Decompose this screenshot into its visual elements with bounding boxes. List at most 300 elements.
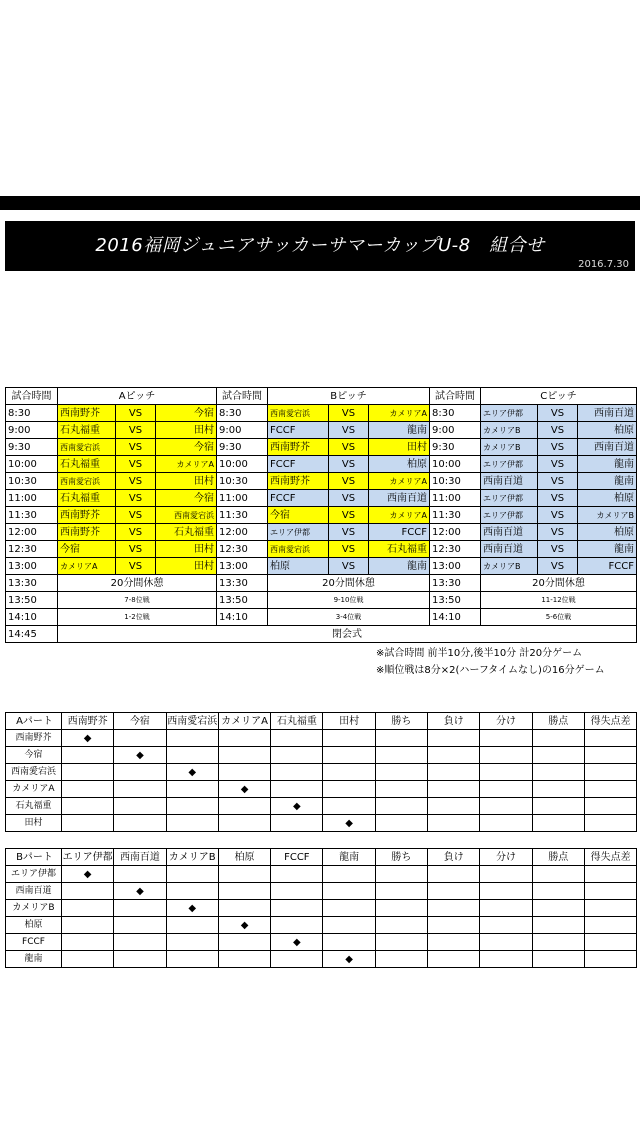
team-away: 龍南: [578, 456, 637, 473]
team-home: 西南野芥: [58, 405, 116, 422]
team-away: 田村: [156, 541, 217, 558]
team-away: 今宿: [156, 405, 217, 422]
vs-label: VS: [116, 558, 156, 575]
vs-label: VS: [538, 507, 578, 524]
stat-cell: [584, 917, 636, 934]
stat-cell: [375, 883, 427, 900]
grid-row: [6, 900, 637, 917]
stat-cell: [532, 747, 584, 764]
team-row-label: 龍南: [6, 951, 62, 968]
stat-cell: [480, 815, 532, 832]
vs-label: VS: [538, 490, 578, 507]
match-time: 10:30: [430, 473, 481, 490]
stat-cell: [584, 781, 636, 798]
break-label: 20分間休憩: [58, 575, 217, 592]
team-column-header: 石丸福重: [271, 713, 323, 730]
match-time: 14:45: [6, 626, 58, 643]
result-cell: [114, 764, 166, 781]
result-cell: [166, 917, 218, 934]
match-time: 10:00: [217, 456, 268, 473]
match-time: 13:00: [430, 558, 481, 575]
match-time: 8:30: [6, 405, 58, 422]
diamond-mark: ◆: [166, 764, 218, 781]
result-cell: [218, 798, 270, 815]
stat-cell: [375, 917, 427, 934]
team-home: 西南愛宕浜: [268, 405, 329, 422]
match-time: 11:00: [430, 490, 481, 507]
stat-cell: [480, 747, 532, 764]
stat-cell: [375, 730, 427, 747]
vs-label: VS: [116, 473, 156, 490]
stat-cell: [428, 951, 480, 968]
team-home: 西南野芥: [268, 473, 329, 490]
match-time: 12:30: [6, 541, 58, 558]
grid-row: [6, 951, 637, 968]
vs-label: VS: [116, 524, 156, 541]
vs-label: VS: [116, 405, 156, 422]
stat-column-header: 勝点: [532, 713, 584, 730]
result-cell: [62, 883, 114, 900]
result-cell: [114, 866, 166, 883]
match-time: 14:10: [430, 609, 481, 626]
result-cell: [218, 866, 270, 883]
result-cell: [166, 798, 218, 815]
match-time: 8:30: [430, 405, 481, 422]
match-time: 11:30: [430, 507, 481, 524]
stat-cell: [532, 730, 584, 747]
grid-row: [6, 934, 637, 951]
result-cell: [62, 747, 114, 764]
result-cell: [166, 815, 218, 832]
break-row: [6, 575, 637, 592]
match-row: [6, 473, 637, 490]
part-label: Bパート: [6, 849, 62, 866]
match-time: 12:00: [430, 524, 481, 541]
result-cell: [166, 883, 218, 900]
result-cell: [323, 798, 375, 815]
stat-cell: [584, 951, 636, 968]
team-home: 西南野芥: [268, 439, 329, 456]
stat-cell: [480, 883, 532, 900]
diamond-mark: ◆: [218, 781, 270, 798]
stat-cell: [584, 815, 636, 832]
vs-label: VS: [329, 422, 369, 439]
stat-cell: [428, 917, 480, 934]
team-away: 石丸福重: [156, 524, 217, 541]
team-away: カメリアA: [369, 405, 430, 422]
diamond-mark: ◆: [62, 866, 114, 883]
team-home: 石丸福重: [58, 422, 116, 439]
match-time: 14:10: [6, 609, 58, 626]
team-home: 西南愛宕浜: [58, 473, 116, 490]
result-cell: [166, 747, 218, 764]
team-home: エリア伊都: [481, 405, 538, 422]
match-time: 10:30: [217, 473, 268, 490]
stat-cell: [480, 866, 532, 883]
match-time: 12:30: [430, 541, 481, 558]
vs-label: VS: [538, 541, 578, 558]
pitch-b-header: Bピッチ: [268, 388, 430, 405]
grid-row: [6, 917, 637, 934]
stat-column-header: 分け: [480, 849, 532, 866]
team-home: エリア伊都: [481, 507, 538, 524]
team-column-header: FCCF: [271, 849, 323, 866]
team-home: 柏原: [268, 558, 329, 575]
result-cell: [166, 866, 218, 883]
vs-label: VS: [329, 473, 369, 490]
team-column-header: 西南百道: [114, 849, 166, 866]
team-away: 今宿: [156, 439, 217, 456]
result-cell: [323, 917, 375, 934]
break-label: 20分間休憩: [481, 575, 637, 592]
result-cell: [323, 866, 375, 883]
page-title: 2016福岡ジュニアサッカーサマーカップU-8 組合せ: [95, 235, 545, 256]
result-cell: [218, 815, 270, 832]
team-home: 西南愛宕浜: [268, 541, 329, 558]
match-time: 9:00: [6, 422, 58, 439]
result-cell: [218, 934, 270, 951]
stat-cell: [584, 900, 636, 917]
vs-label: VS: [538, 473, 578, 490]
stat-cell: [532, 815, 584, 832]
team-row-label: 田村: [6, 815, 62, 832]
team-row-label: 西南百道: [6, 883, 62, 900]
diamond-mark: ◆: [62, 730, 114, 747]
team-away: 田村: [156, 473, 217, 490]
schedule-body: [6, 388, 637, 643]
schedule-table: [5, 387, 637, 643]
vs-label: VS: [329, 507, 369, 524]
closing-row: [6, 626, 637, 643]
team-away: 龍南: [369, 558, 430, 575]
stat-cell: [375, 815, 427, 832]
match-time: 9:00: [217, 422, 268, 439]
match-row: [6, 524, 637, 541]
team-away: 龍南: [369, 422, 430, 439]
match-time: 10:30: [6, 473, 58, 490]
stat-column-header: 負け: [428, 849, 480, 866]
team-away: 西南百道: [578, 439, 637, 456]
match-row: [6, 439, 637, 456]
placement-label: 3-4位戦: [268, 609, 430, 626]
stat-cell: [532, 866, 584, 883]
result-cell: [62, 798, 114, 815]
result-cell: [323, 764, 375, 781]
diamond-mark: ◆: [323, 815, 375, 832]
result-cell: [323, 934, 375, 951]
result-cell: [218, 900, 270, 917]
time-header: 試合時間: [430, 388, 481, 405]
team-away: 柏原: [369, 456, 430, 473]
grid-row: [6, 883, 637, 900]
stat-cell: [480, 900, 532, 917]
part-label: Aパート: [6, 713, 62, 730]
stat-cell: [428, 900, 480, 917]
match-time: 13:30: [6, 575, 58, 592]
team-home: カメリアB: [481, 439, 538, 456]
team-away: カメリアA: [369, 473, 430, 490]
stat-cell: [428, 883, 480, 900]
match-time: 13:30: [430, 575, 481, 592]
stat-cell: [375, 934, 427, 951]
result-cell: [218, 730, 270, 747]
grid-row: [6, 764, 637, 781]
stat-cell: [375, 866, 427, 883]
team-away: 田村: [156, 422, 217, 439]
match-row: [6, 490, 637, 507]
result-cell: [114, 798, 166, 815]
stat-cell: [428, 747, 480, 764]
vs-label: VS: [329, 439, 369, 456]
diamond-mark: ◆: [218, 917, 270, 934]
match-time: 13:00: [6, 558, 58, 575]
result-cell: [271, 951, 323, 968]
placement-label: 7-8位戦: [58, 592, 217, 609]
result-cell: [166, 781, 218, 798]
team-away: カメリアA: [369, 507, 430, 524]
diamond-mark: ◆: [166, 900, 218, 917]
placement-label: 11-12位戦: [481, 592, 637, 609]
stat-cell: [428, 730, 480, 747]
stat-cell: [532, 951, 584, 968]
match-row: [6, 541, 637, 558]
stat-cell: [532, 781, 584, 798]
match-time: 12:00: [217, 524, 268, 541]
result-cell: [114, 815, 166, 832]
stat-cell: [375, 951, 427, 968]
stat-column-header: 負け: [428, 713, 480, 730]
pitch-c-header: Cピッチ: [481, 388, 637, 405]
team-away: 田村: [156, 558, 217, 575]
team-away: FCCF: [369, 524, 430, 541]
stat-cell: [532, 764, 584, 781]
team-home: 西南野芥: [58, 507, 116, 524]
match-time: 13:00: [217, 558, 268, 575]
team-row-label: カメリアB: [6, 900, 62, 917]
team-column-header: 龍南: [323, 849, 375, 866]
match-time: 14:10: [217, 609, 268, 626]
stat-column-header: 勝点: [532, 849, 584, 866]
result-cell: [271, 917, 323, 934]
placement-row: [6, 609, 637, 626]
vs-label: VS: [329, 524, 369, 541]
team-away: カメリアA: [156, 456, 217, 473]
team-away: 柏原: [578, 490, 637, 507]
team-home: カメリアB: [481, 558, 538, 575]
stat-cell: [584, 883, 636, 900]
result-cell: [114, 730, 166, 747]
team-home: カメリアB: [481, 422, 538, 439]
result-cell: [114, 934, 166, 951]
team-home: 石丸福重: [58, 490, 116, 507]
placement-label: 1-2位戦: [58, 609, 217, 626]
team-column-header: 田村: [323, 713, 375, 730]
match-time: 10:00: [6, 456, 58, 473]
stat-cell: [480, 951, 532, 968]
team-home: 西南百道: [481, 524, 538, 541]
match-time: 9:30: [6, 439, 58, 456]
stat-cell: [584, 730, 636, 747]
time-header: 試合時間: [217, 388, 268, 405]
match-time: 11:30: [6, 507, 58, 524]
result-cell: [271, 730, 323, 747]
result-cell: [323, 747, 375, 764]
placement-label: 9-10位戦: [268, 592, 430, 609]
grid-header-row: [6, 849, 637, 866]
team-home: 西南百道: [481, 473, 538, 490]
result-cell: [166, 934, 218, 951]
result-cell: [218, 764, 270, 781]
vs-label: VS: [329, 490, 369, 507]
team-row-label: 西南愛宕浜: [6, 764, 62, 781]
grid-row: [6, 747, 637, 764]
team-home: 西南百道: [481, 541, 538, 558]
team-column-header: 今宿: [114, 713, 166, 730]
stat-column-header: 分け: [480, 713, 532, 730]
team-away: 西南百道: [578, 405, 637, 422]
vs-label: VS: [538, 422, 578, 439]
stat-cell: [532, 934, 584, 951]
stat-cell: [532, 798, 584, 815]
stat-cell: [584, 798, 636, 815]
stat-cell: [428, 798, 480, 815]
match-time: 11:00: [217, 490, 268, 507]
team-home: 西南愛宕浜: [58, 439, 116, 456]
match-row: [6, 456, 637, 473]
match-time: 13:50: [6, 592, 58, 609]
match-row: [6, 405, 637, 422]
team-away: 田村: [369, 439, 430, 456]
result-cell: [271, 781, 323, 798]
vs-label: VS: [538, 405, 578, 422]
match-time: 10:00: [430, 456, 481, 473]
result-cell: [271, 764, 323, 781]
stat-cell: [584, 747, 636, 764]
result-cell: [323, 781, 375, 798]
team-away: 柏原: [578, 422, 637, 439]
top-bar: [0, 196, 640, 210]
result-cell: [218, 747, 270, 764]
stat-column-header: 得失点差: [584, 849, 636, 866]
team-away: FCCF: [578, 558, 637, 575]
match-time: 13:50: [217, 592, 268, 609]
result-cell: [62, 815, 114, 832]
stat-cell: [480, 730, 532, 747]
vs-label: VS: [538, 524, 578, 541]
team-column-header: 柏原: [218, 849, 270, 866]
team-row-label: FCCF: [6, 934, 62, 951]
vs-label: VS: [116, 541, 156, 558]
vs-label: VS: [538, 456, 578, 473]
result-cell: [62, 951, 114, 968]
stat-cell: [532, 883, 584, 900]
team-home: FCCF: [268, 422, 329, 439]
match-time: 12:00: [6, 524, 58, 541]
team-away: 龍南: [578, 473, 637, 490]
vs-label: VS: [538, 439, 578, 456]
stat-cell: [480, 934, 532, 951]
team-column-header: カメリアB: [166, 849, 218, 866]
team-away: カメリアB: [578, 507, 637, 524]
closing-label: 閉会式: [58, 626, 637, 643]
result-cell: [271, 815, 323, 832]
team-home: エリア伊都: [481, 490, 538, 507]
stat-column-header: 勝ち: [375, 849, 427, 866]
result-cell: [271, 900, 323, 917]
match-time: 11:00: [6, 490, 58, 507]
team-away: 石丸福重: [369, 541, 430, 558]
stat-cell: [480, 798, 532, 815]
note-line: ※試合時間 前半10分,後半10分 計20分ゲーム: [376, 648, 583, 659]
team-home: FCCF: [268, 490, 329, 507]
team-home: 石丸福重: [58, 456, 116, 473]
stat-cell: [428, 866, 480, 883]
stat-cell: [532, 900, 584, 917]
team-away: 柏原: [578, 524, 637, 541]
result-cell: [323, 730, 375, 747]
result-cell: [271, 883, 323, 900]
team-column-header: 西南野芥: [62, 713, 114, 730]
stat-cell: [428, 781, 480, 798]
team-home: エリア伊都: [481, 456, 538, 473]
match-time: 12:30: [217, 541, 268, 558]
stat-cell: [428, 764, 480, 781]
stat-cell: [532, 917, 584, 934]
match-time: 9:00: [430, 422, 481, 439]
result-cell: [62, 764, 114, 781]
result-cell: [114, 917, 166, 934]
result-cell: [218, 883, 270, 900]
result-cell: [271, 747, 323, 764]
team-home: FCCF: [268, 456, 329, 473]
grid-row: [6, 866, 637, 883]
stat-cell: [375, 781, 427, 798]
result-cell: [114, 900, 166, 917]
stat-column-header: 得失点差: [584, 713, 636, 730]
vs-label: VS: [329, 456, 369, 473]
result-cell: [114, 781, 166, 798]
team-row-label: 柏原: [6, 917, 62, 934]
stat-cell: [375, 747, 427, 764]
stat-cell: [375, 798, 427, 815]
stat-cell: [428, 934, 480, 951]
vs-label: VS: [329, 405, 369, 422]
vs-label: VS: [329, 558, 369, 575]
vs-label: VS: [116, 490, 156, 507]
time-header: 試合時間: [6, 388, 58, 405]
team-away: 西南愛宕浜: [156, 507, 217, 524]
placement-label: 5-6位戦: [481, 609, 637, 626]
match-time: 13:30: [217, 575, 268, 592]
diamond-mark: ◆: [114, 883, 166, 900]
date-label: 2016.7.30: [578, 259, 629, 270]
team-row-label: 西南野芥: [6, 730, 62, 747]
team-away: 龍南: [578, 541, 637, 558]
grid-row: [6, 815, 637, 832]
team-row-label: 石丸福重: [6, 798, 62, 815]
pitch-a-header: Aピッチ: [58, 388, 217, 405]
stat-cell: [584, 866, 636, 883]
team-home: 西南野芥: [58, 524, 116, 541]
match-time: 9:30: [217, 439, 268, 456]
result-cell: [62, 900, 114, 917]
result-cell: [166, 730, 218, 747]
grid-row: [6, 798, 637, 815]
break-label: 20分間休憩: [268, 575, 430, 592]
team-column-header: 西南愛宕浜: [166, 713, 218, 730]
grid-row: [6, 730, 637, 747]
stat-column-header: 勝ち: [375, 713, 427, 730]
